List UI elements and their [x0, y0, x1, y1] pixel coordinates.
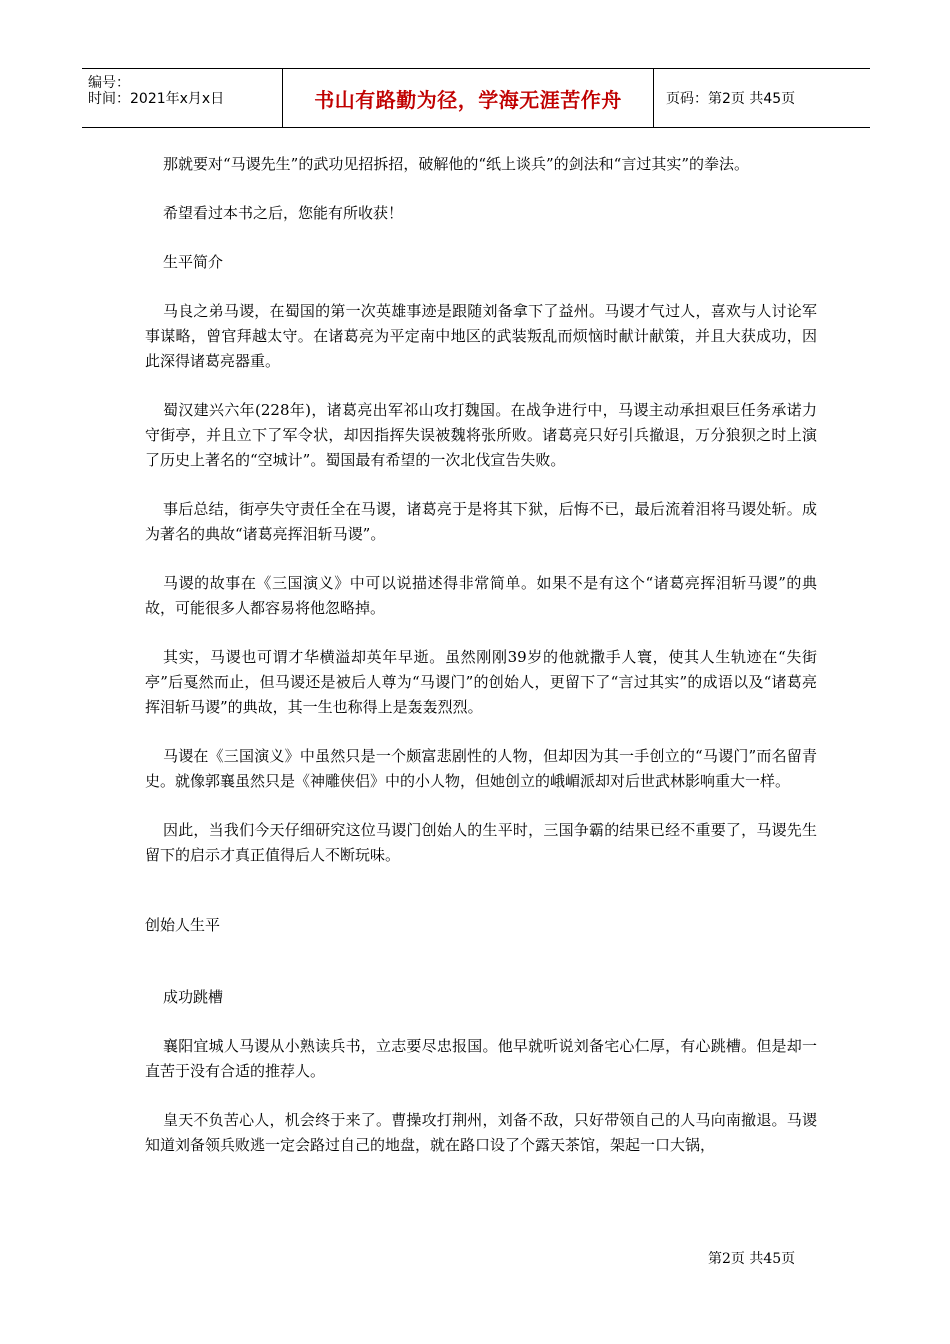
paragraph: 那就要对“马谡先生”的武功见招拆招，破解他的“纸上谈兵”的剑法和“言过其实”的拳法。 — [163, 155, 750, 173]
date-label: 时间：2021年x月x日 — [88, 91, 225, 107]
paragraph: 蜀汉建兴六年(228年)，诸葛亮出军祁山攻打魏国。在战争进行中，马谡主动承担艰巨任务承诺力守街亭，并且立下了军令状，却因指挥失误被魏将张所败。诸葛亮只好引兵撤退，万分狼狈之时上演了历史上著名的“空城计”。蜀国最有希望的一次北伐宣告失败。 — [145, 401, 817, 469]
header-meta — [82, 69, 282, 127]
section-heading-switch: 成功跳槽 — [163, 988, 224, 1006]
section-heading-founder: 创始人生平 — [145, 916, 221, 934]
serial-number-label: 编号： — [88, 75, 130, 91]
paragraph: 马谡的故事在《三国演义》中可以说描述得非常简单。如果不是有这个“诸葛亮挥泪斩马谡”的典故，可能很多人都容易将他忽略掉。 — [145, 574, 817, 617]
paragraph: 皇天不负苦心人，机会终于来了。曹操攻打荆州，刘备不敌，只好带领自己的人马向南撤退。马谡知道刘备领兵败逃一定会路过自己的地盘，就在路口设了个露天茶馆，架起一口大锅， — [145, 1111, 817, 1154]
header-page-code: 页码：第2页 共45页 — [666, 91, 796, 107]
paragraph: 事后总结，街亭失守责任全在马谡，诸葛亮于是将其下狱，后悔不已，最后流着泪将马谡处斩。成为著名的典故“诸葛亮挥泪斩马谡”。 — [145, 500, 817, 543]
paragraph: 其实，马谡也可谓才华横溢却英年早逝。虽然刚刚39岁的他就撒手人寰，使其人生轨迹在“失街亭”后戛然而止，但马谡还是被后人尊为“马谡门”的创始人，更留下了“言过其实”的成语以及“诸葛亮挥泪斩马谡”的典故，其一生也称得上是轰轰烈烈。 — [145, 648, 817, 716]
section-heading-intro: 生平简介 — [163, 253, 224, 271]
paragraph: 马谡在《三国演义》中虽然只是一个颇富悲剧性的人物，但却因为其一手创立的“马谡门”而名留青史。就像郭襄虽然只是《神雕侠侣》中的小人物，但她创立的峨嵋派却对后世武林影响重大一样。 — [145, 747, 817, 790]
page-header — [82, 68, 870, 128]
paragraph: 马良之弟马谡，在蜀国的第一次英雄事迹是跟随刘备拿下了益州。马谡才气过人，喜欢与人讨论军事谋略，曾官拜越太守。在诸葛亮为平定南中地区的武装叛乱而烦恼时献计献策，并且大获成功，因此深得诸葛亮器重。 — [145, 302, 817, 370]
page-footer: 第2页 共45页 — [708, 1251, 796, 1267]
header-motto: 书山有路勤为径，学海无涯苦作舟 — [282, 69, 654, 127]
document-body — [145, 152, 817, 1158]
paragraph: 因此，当我们今天仔细研究这位马谡门创始人的生平时，三国争霸的结果已经不重要了，马谡先生留下的启示才真正值得后人不断玩味。 — [145, 821, 817, 864]
paragraph: 希望看过本书之后，您能有所收获！ — [163, 204, 404, 222]
paragraph: 襄阳宜城人马谡从小熟读兵书，立志要尽忠报国。他早就听说刘备宅心仁厚，有心跳槽。但是却一直苦于没有合适的推荐人。 — [145, 1037, 817, 1080]
